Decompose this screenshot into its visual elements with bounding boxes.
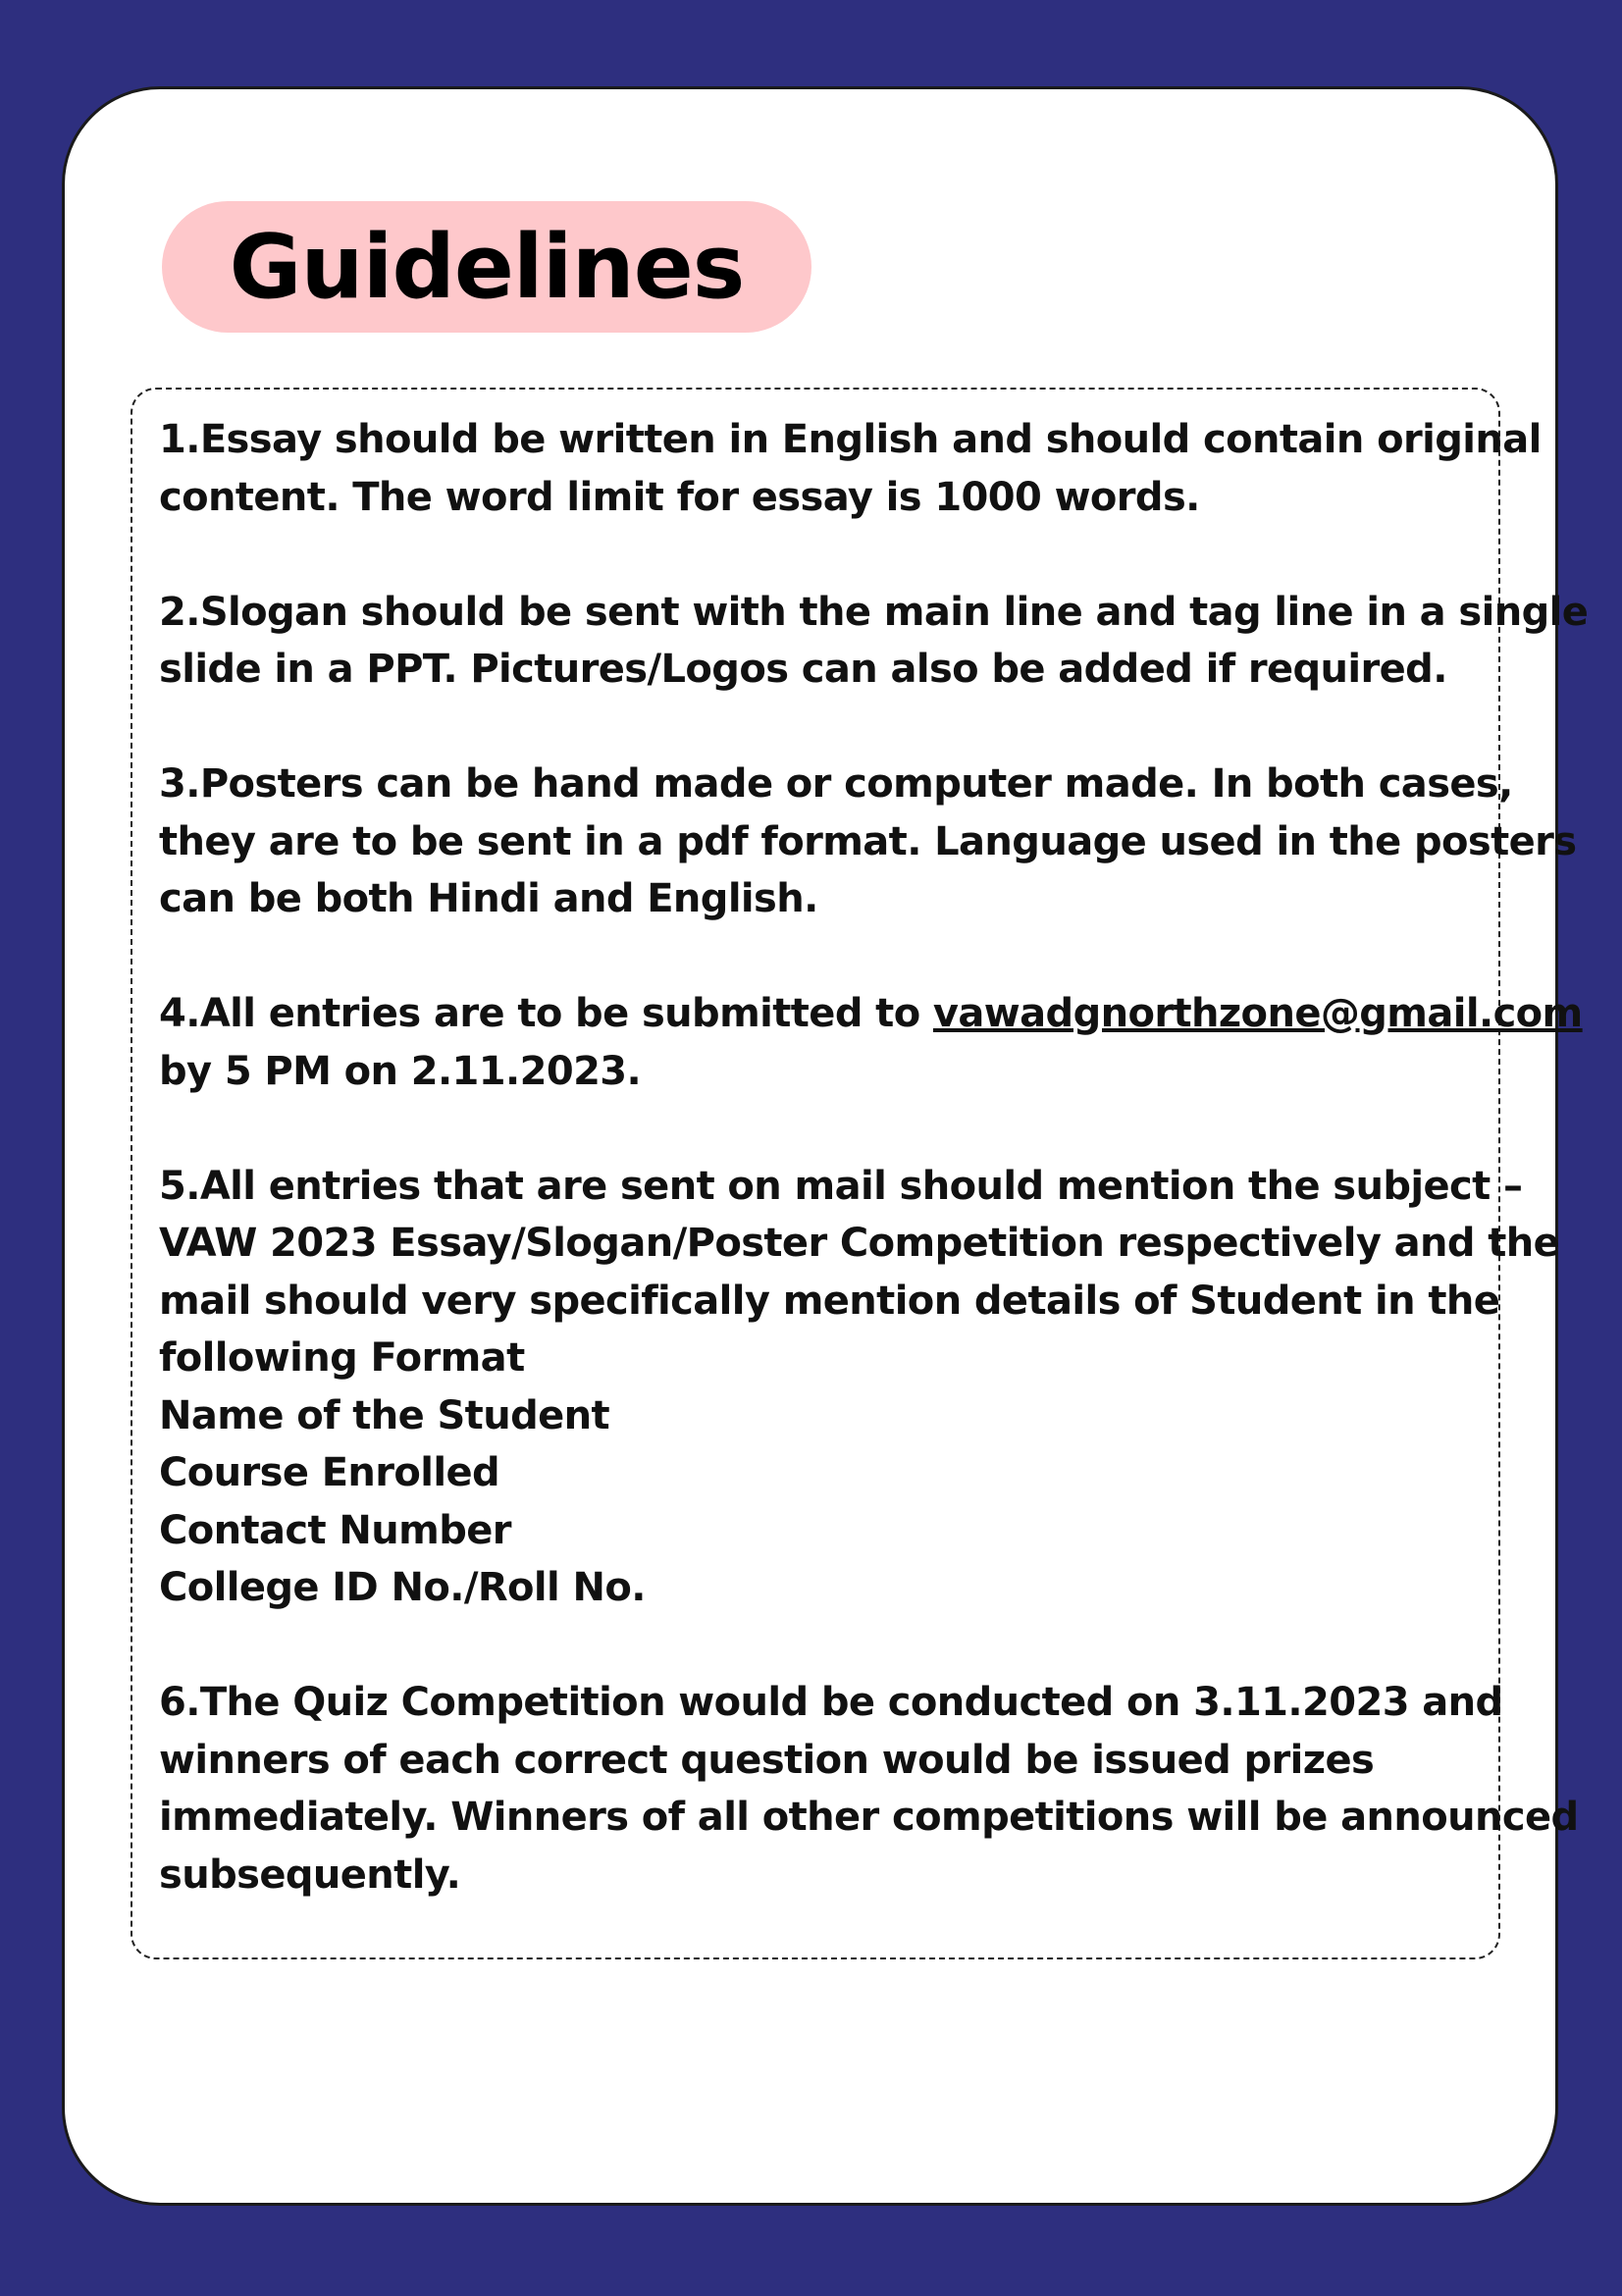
page-title: Guidelines bbox=[229, 215, 745, 319]
guideline-text: 6.The Quiz Competition would be conducted on 3.11.2023 and bbox=[159, 1680, 1503, 1725]
guideline-text: subsequently. bbox=[159, 1852, 461, 1898]
submission-prefix: 4.All entries are to be submitted to bbox=[159, 991, 933, 1036]
guideline-text: content. The word limit for essay is 1000 words. bbox=[159, 474, 1200, 520]
guideline-text: can be both Hindi and English. bbox=[159, 876, 818, 921]
guideline-text bbox=[159, 985, 1583, 1043]
guideline-text: 2.Slogan should be sent with the main line and tag line in a single bbox=[159, 589, 1589, 635]
guideline-text: VAW 2023 Essay/Slogan/Poster Competition respectively and the bbox=[159, 1221, 1560, 1266]
guideline-text: 5.All entries that are sent on mail should mention the subject – bbox=[159, 1163, 1523, 1209]
guideline-text: by 5 PM on 2.11.2023. bbox=[159, 1048, 642, 1094]
guideline-item-submission bbox=[159, 985, 1583, 1100]
email-link[interactable]: vawadgnorthzone@gmail.com bbox=[932, 991, 1583, 1036]
guideline-text: 1.Essay should be written in English and should contain original bbox=[159, 417, 1542, 462]
format-field: College ID No./Roll No. bbox=[159, 1565, 646, 1610]
guideline-text: mail should very specifically mention details of Student in the bbox=[159, 1278, 1500, 1324]
guideline-item-quiz bbox=[159, 1674, 1579, 1904]
guideline-text: winners of each correct question would be issued prizes bbox=[159, 1737, 1375, 1783]
guideline-text: they are to be sent in a pdf format. Language used in the posters bbox=[159, 818, 1577, 864]
guideline-item-posters bbox=[159, 756, 1577, 928]
guideline-text: following Format bbox=[159, 1335, 525, 1381]
format-field: Contact Number bbox=[159, 1507, 511, 1553]
guideline-item-essay bbox=[159, 411, 1542, 526]
guideline-item-slogan bbox=[159, 584, 1589, 699]
guideline-item-mail-format bbox=[159, 1158, 1560, 1617]
guideline-text: slide in a PPT. Pictures/Logos can also be added if required. bbox=[159, 647, 1447, 692]
guideline-text: 3.Posters can be hand made or computer made. In both cases, bbox=[159, 761, 1513, 807]
format-field: Course Enrolled bbox=[159, 1450, 500, 1495]
title-pill bbox=[162, 201, 811, 333]
guideline-text: immediately. Winners of all other competitions will be announced bbox=[159, 1795, 1579, 1840]
format-field: Name of the Student bbox=[159, 1392, 610, 1438]
guidelines-list bbox=[159, 411, 1589, 1961]
